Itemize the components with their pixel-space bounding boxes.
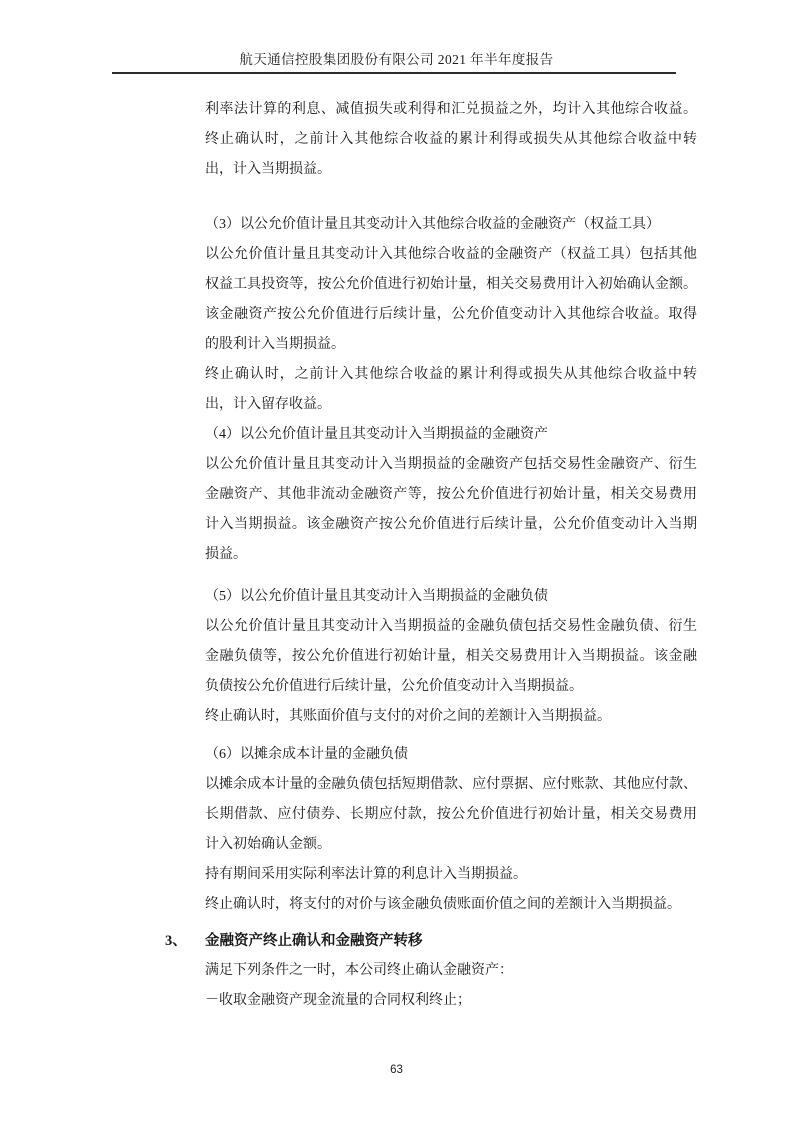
subsection-heading-4: （4）以公允价值计量且其变动计入当期损益的金融资产: [205, 427, 548, 442]
text-line: 利率法计算的利息、减值损失或利得和汇兑损益之外，均计入其他综合收益。: [205, 102, 697, 117]
text-line: 出，计入留存收益。: [205, 397, 331, 412]
item-number: 3、: [165, 933, 187, 949]
page-number: 63: [390, 1064, 403, 1076]
text-line: 以公允价值计量且其变动计入当期损益的金融资产包括交易性金融资产、衍生: [205, 457, 697, 472]
text-line: 出，计入当期损益。: [205, 162, 331, 177]
text-line: 计入当期损益。该金融资产按公允价值进行后续计量，公允价值变动计入当期: [205, 517, 697, 532]
text-line: 以公允价值计量且其变动计入其他综合收益的金融资产（权益工具）包括其他: [205, 247, 697, 262]
text-line: 计入初始确认金额。: [205, 837, 331, 852]
text-line: 金融负债等，按公允价值进行初始计量，相关交易费用计入当期损益。该金融: [205, 649, 697, 664]
section-4-fvtpl-assets: [205, 420, 697, 570]
item-3-derecognition-transfer: [165, 926, 697, 1016]
text-line: 的股利计入当期损益。: [205, 337, 345, 352]
text-line: 满足下列条件之一时，本公司终止确认金融资产：: [205, 963, 513, 978]
text-line: －收取金融资产现金流量的合同权利终止；: [205, 993, 471, 1008]
subsection-heading-3: （3）以公允价值计量且其变动计入其他综合收益的金融资产（权益工具）: [205, 217, 660, 232]
section-5-fvtpl-liabilities: [205, 582, 697, 732]
subsection-heading-6: （6）以摊余成本计量的金融负债: [205, 747, 408, 762]
section-6-amortised-cost-liabilities: [205, 740, 697, 920]
text-line: 终止确认时，其账面价值与支付的对价之间的差额计入当期损益。: [205, 709, 611, 724]
text-line: 金融资产、其他非流动金融资产等，按公允价值进行初始计量，相关交易费用: [205, 487, 697, 502]
text-line: 负债按公允价值进行后续计量，公允价值变动计入当期损益。: [205, 679, 583, 694]
text-line: 持有期间采用实际利率法计算的利息计入当期损益。: [205, 867, 527, 882]
header-rule: [112, 72, 676, 74]
paragraph-intro: [205, 95, 697, 185]
text-line: 终止确认时，之前计入其他综合收益的累计利得或损失从其他综合收益中转: [205, 132, 697, 147]
text-line: 终止确认时，将支付的对价与该金融负债账面价值之间的差额计入当期损益。: [205, 897, 681, 912]
text-line: 以公允价值计量且其变动计入当期损益的金融负债包括交易性金融负债、衍生: [205, 619, 697, 634]
text-line: 该金融资产按公允价值进行后续计量，公允价值变动计入其他综合收益。取得: [205, 307, 697, 322]
page-footer: [0, 1064, 793, 1076]
item-title: 金融资产终止确认和金融资产转移: [205, 933, 423, 949]
text-line: 终止确认时，之前计入其他综合收益的累计利得或损失从其他综合收益中转: [205, 367, 697, 382]
section-3-fvoci-equity: [205, 210, 697, 420]
text-line: 权益工具投资等，按公允价值进行初始计量，相关交易费用计入初始确认金额。: [205, 277, 697, 292]
text-line: 以摊余成本计量的金融负债包括短期借款、应付票据、应付账款、其他应付款、: [205, 777, 697, 792]
subsection-heading-5: （5）以公允价值计量且其变动计入当期损益的金融负债: [205, 589, 548, 604]
text-line: 长期借款、应付债券、长期应付款，按公允价值进行初始计量，相关交易费用: [205, 807, 697, 822]
item-heading: [165, 926, 697, 956]
text-line: 损益。: [205, 547, 247, 562]
page-header-title: 航天通信控股集团股份有限公司 2021 年半年度报告: [239, 52, 554, 67]
